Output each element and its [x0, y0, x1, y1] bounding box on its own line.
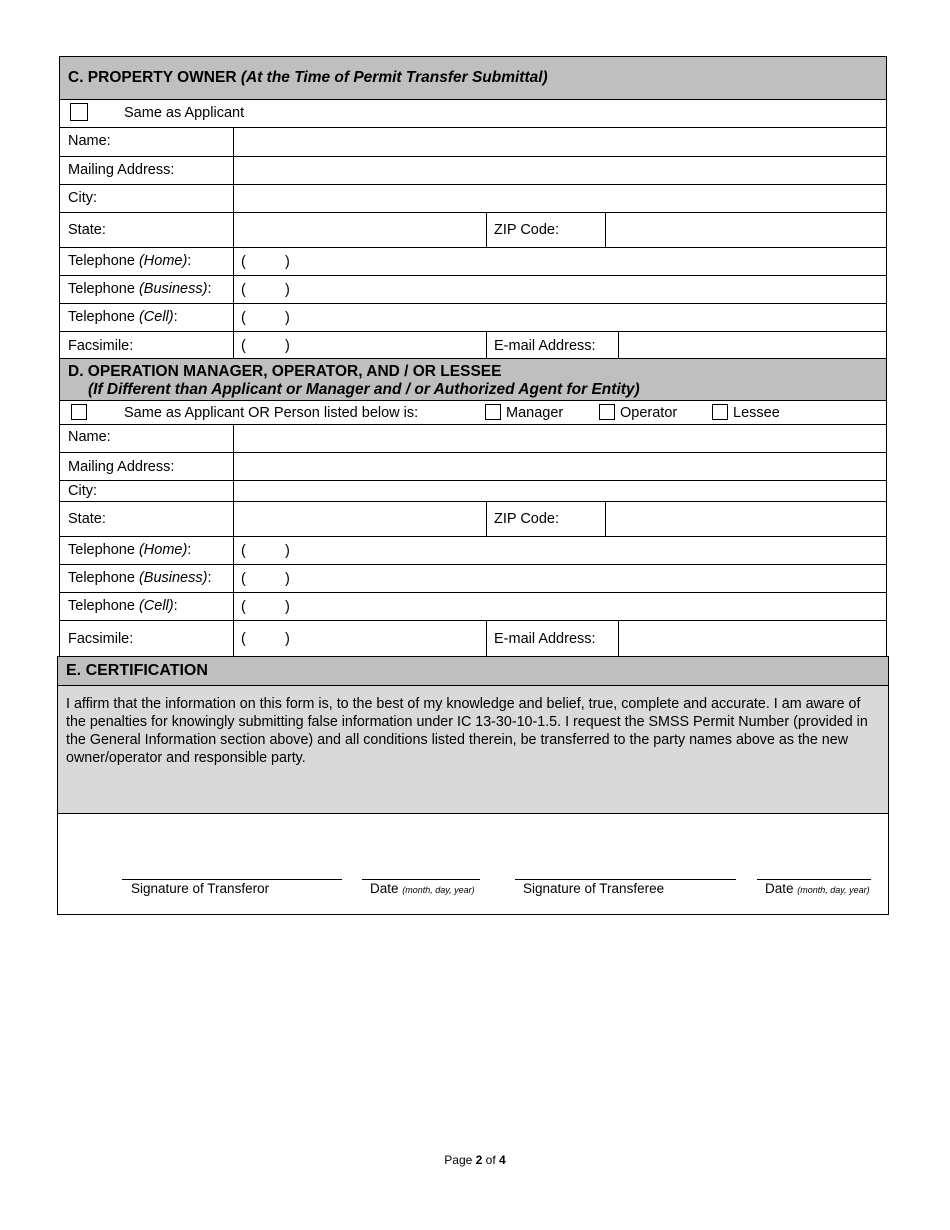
name-row-c: [60, 127, 886, 156]
lessee-label: Lessee: [733, 405, 780, 421]
tel-business-type-d: (Business): [138, 570, 208, 586]
fax-label-d: Facsimile:: [68, 631, 134, 647]
mailing-field-c[interactable]: [234, 157, 886, 184]
tel-business-label-d: Telephone: [68, 570, 139, 586]
area-code-close: ): [285, 254, 290, 270]
same-as-applicant-label-c: Same as Applicant: [124, 105, 245, 121]
page-total: 4: [499, 1153, 506, 1167]
mailing-label-c: Mailing Address:: [68, 162, 175, 178]
tel-home-label-c: Telephone: [68, 253, 139, 269]
name-label-d: Name:: [68, 429, 111, 445]
area-code-close: ): [285, 571, 290, 587]
signature-area: [58, 814, 888, 914]
same-as-applicant-label-d: Same as Applicant OR Person listed below is:: [124, 405, 419, 421]
transferee-signature-label: Signature of Transferee: [523, 881, 665, 896]
fax-label-c: Facsimile:: [68, 338, 134, 354]
tel-business-type-c: (Business): [138, 281, 208, 297]
manager-checkbox[interactable]: [485, 404, 501, 420]
tel-business-label-c: Telephone: [68, 281, 139, 297]
page-of: of: [482, 1153, 500, 1167]
operator-label: Operator: [620, 405, 678, 421]
area-code-close: ): [285, 631, 290, 647]
area-code-open: (: [241, 254, 246, 270]
tel-home-row-c: [60, 247, 886, 275]
name-row-d: [60, 424, 886, 452]
name-label-c: Name:: [68, 133, 111, 149]
city-field-c[interactable]: [234, 185, 886, 212]
transferor-date-line[interactable]: [362, 879, 480, 880]
certification-statement: I affirm that the information on this form is, to the best of my knowledge and belief, true, complete and accurate. I am aware of the penalties for knowingly submitting false information under IC 13-30-10-1.5. I request the SMSS Permit Number (provided in the General Information section above) and all conditions listed therein, be transferred to the party names above as the new owner/operator and responsible party.: [66, 696, 868, 766]
same-as-applicant-row-c: [60, 99, 886, 127]
tel-business-row-c: [60, 275, 886, 303]
email-field-c[interactable]: [619, 332, 886, 359]
name-field-d[interactable]: [234, 425, 886, 452]
fax-row-c: [60, 331, 886, 359]
section-e-header: [58, 657, 888, 686]
section-c-header: [60, 57, 886, 99]
transferor-date-label: Date: [370, 881, 403, 896]
city-row-d: [60, 480, 886, 501]
city-field-d[interactable]: [234, 481, 886, 501]
tel-business-field-c[interactable]: [234, 276, 886, 303]
state-field-d[interactable]: [234, 502, 486, 536]
mailing-label-d: Mailing Address:: [68, 459, 175, 475]
transferee-date-hint: (month, day, year): [797, 885, 870, 895]
area-code-open: (: [241, 571, 246, 587]
area-code-open: (: [241, 310, 246, 326]
same-as-applicant-checkbox-d[interactable]: [71, 404, 87, 420]
page-current: 2: [475, 1153, 483, 1167]
operator-checkbox[interactable]: [599, 404, 615, 420]
tel-cell-colon-c: :: [173, 309, 178, 325]
same-as-applicant-checkbox-c[interactable]: [70, 103, 88, 121]
city-row-c: [60, 184, 886, 212]
mailing-row-d: [60, 452, 886, 480]
area-code-close: ): [285, 310, 290, 326]
tel-cell-type-d: (Cell): [138, 598, 174, 614]
area-code-open: (: [241, 631, 246, 647]
area-code-close: ): [285, 338, 290, 354]
state-label-d: State:: [68, 511, 106, 527]
tel-home-label-d: Telephone: [68, 542, 139, 558]
tel-home-type-d: (Home): [138, 542, 188, 558]
tel-cell-row-d: [60, 592, 886, 620]
section-c-property-owner: [59, 56, 887, 359]
tel-home-field-d[interactable]: [234, 537, 886, 564]
transferor-date-hint: (month, day, year): [402, 885, 475, 895]
manager-label: Manager: [506, 405, 564, 421]
lessee-checkbox[interactable]: [712, 404, 728, 420]
section-d-title: D. OPERATION MANAGER, OPERATOR, AND / OR LESSEE: [68, 363, 502, 380]
area-code-open: (: [241, 543, 246, 559]
state-label-c: State:: [68, 222, 106, 238]
area-code-open: (: [241, 599, 246, 615]
page-number: [0, 1153, 950, 1167]
state-row-c: [60, 212, 886, 247]
mailing-field-d[interactable]: [234, 453, 886, 480]
zip-label-d: ZIP Code:: [494, 511, 560, 527]
city-label-c: City:: [68, 190, 97, 206]
tel-cell-row-c: [60, 303, 886, 331]
section-e-certification: [57, 656, 889, 915]
tel-home-type-c: (Home): [138, 253, 188, 269]
zip-field-c[interactable]: [606, 213, 886, 247]
area-code-close: ): [285, 543, 290, 559]
same-as-applicant-row-d: [60, 400, 886, 424]
tel-cell-label-c: Telephone: [68, 309, 139, 325]
section-e-title: E. CERTIFICATION: [66, 662, 208, 679]
tel-cell-field-d[interactable]: [234, 593, 886, 620]
transferor-signature-label: Signature of Transferor: [131, 881, 270, 896]
fax-field-c[interactable]: [234, 332, 486, 359]
section-d-subtitle: (If Different than Applicant or Manager and / or Authorized Agent for Entity): [88, 381, 640, 398]
section-d-operation-manager: [59, 358, 887, 657]
zip-field-d[interactable]: [606, 502, 886, 536]
name-field-c[interactable]: [234, 128, 886, 156]
area-code-open: (: [241, 338, 246, 354]
tel-business-field-d[interactable]: [234, 565, 886, 592]
tel-cell-colon-d: :: [173, 598, 178, 614]
mailing-row-c: [60, 156, 886, 184]
area-code-open: (: [241, 282, 246, 298]
tel-home-colon-d: :: [187, 542, 192, 558]
tel-business-colon-d: :: [207, 570, 212, 586]
transferee-date-label: Date: [765, 881, 798, 896]
state-field-c[interactable]: [234, 213, 486, 247]
area-code-close: ): [285, 282, 290, 298]
tel-cell-type-c: (Cell): [138, 309, 174, 325]
tel-business-colon-c: :: [207, 281, 212, 297]
page-prefix: Page: [444, 1153, 476, 1167]
section-c-title-note: (At the Time of Permit Transfer Submittal): [240, 69, 548, 86]
transferee-date-line[interactable]: [757, 879, 871, 880]
certification-statement-area: [58, 686, 888, 814]
transferee-signature-line[interactable]: [515, 879, 736, 880]
tel-cell-label-d: Telephone: [68, 598, 139, 614]
transferor-signature-line[interactable]: [122, 879, 342, 880]
email-label-d: E-mail Address:: [494, 631, 596, 647]
section-c-title: C. PROPERTY OWNER: [68, 69, 241, 86]
state-row-d: [60, 501, 886, 536]
tel-home-row-d: [60, 536, 886, 564]
email-label-c: E-mail Address:: [494, 338, 596, 354]
area-code-close: ): [285, 599, 290, 615]
zip-label-c: ZIP Code:: [494, 222, 560, 238]
email-field-d[interactable]: [619, 621, 886, 656]
fax-field-d[interactable]: [234, 621, 486, 656]
tel-home-field-c[interactable]: [234, 248, 886, 275]
fax-row-d: [60, 620, 886, 656]
tel-business-row-d: [60, 564, 886, 592]
tel-cell-field-c[interactable]: [234, 304, 886, 331]
tel-home-colon-c: :: [187, 253, 192, 269]
city-label-d: City:: [68, 483, 97, 499]
section-d-header: [60, 358, 886, 400]
